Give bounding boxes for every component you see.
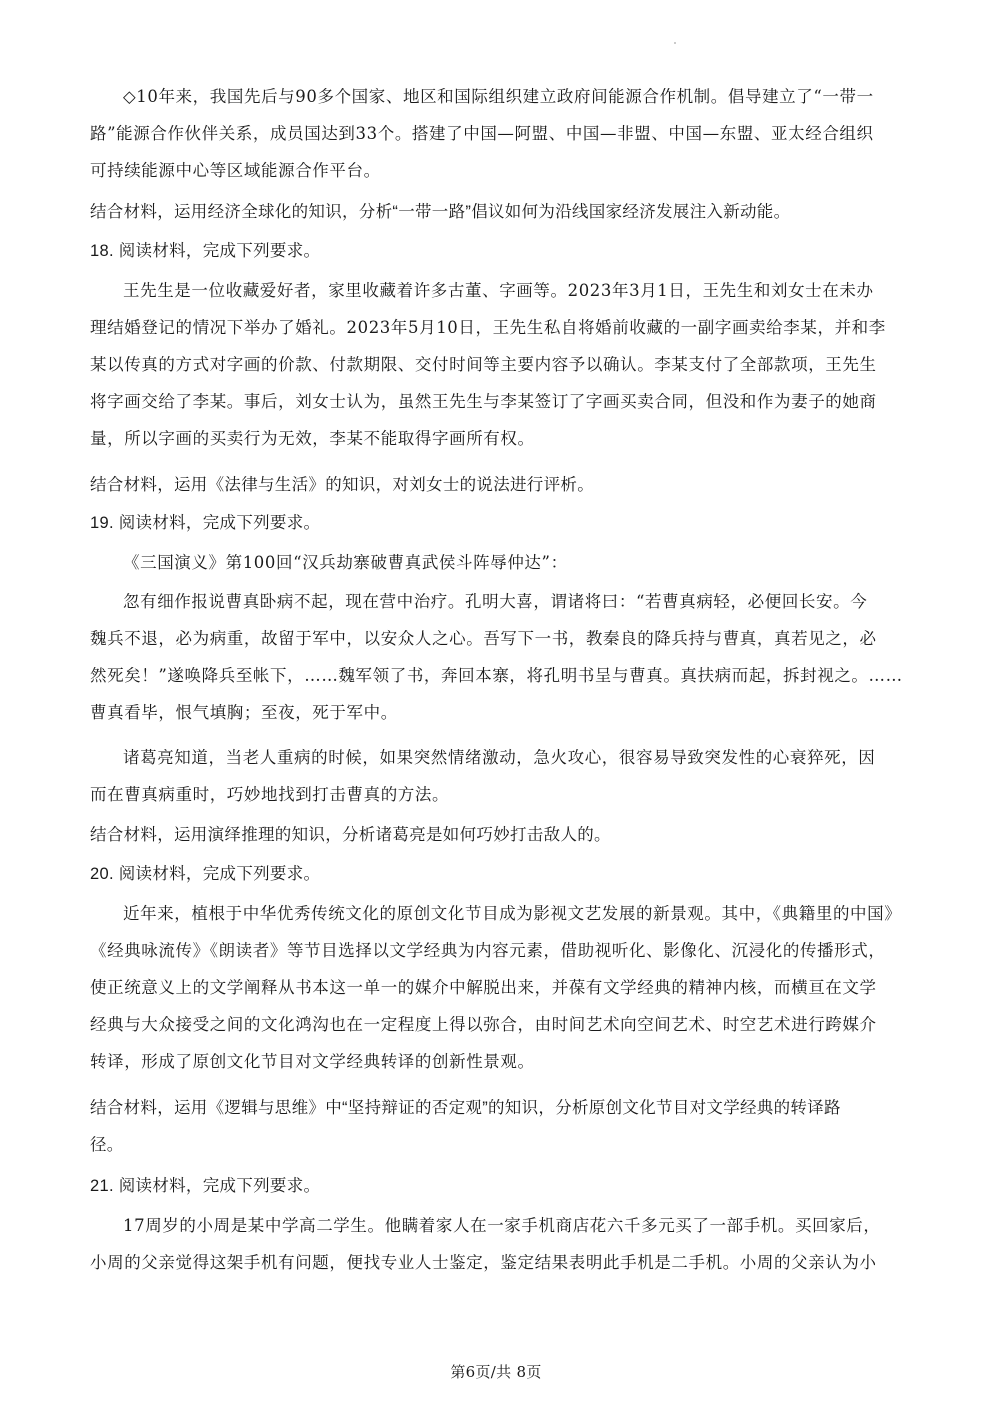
text-line: 某以传真的方式对字画的价款、付款期限、交付时间等主要内容予以确认。李某支付了全部款项，王先生	[90, 355, 877, 374]
text-line: 忽有细作报说曹真卧病不起，现在营中治疗。孔明大喜，谓诸将曰：“若曹真病轻，必便回长安。今	[123, 592, 868, 611]
text-line: 结合材料，运用《法律与生活》的知识，对刘女士的说法进行评析。	[90, 476, 594, 494]
material-paragraph	[90, 895, 906, 1080]
material-paragraph	[90, 1207, 906, 1281]
text-line: 理结婚登记的情况下举办了婚礼。2023年5月10日，王先生私自将婚前收藏的一副字画卖给李某，并和李	[90, 318, 886, 337]
text-line: 可持续能源中心等区域能源合作平台。	[90, 161, 381, 180]
text-line: 17周岁的小周是某中学高二学生。他瞒着家人在一家手机商店花六千多元买了一部手机。买回家后，	[123, 1216, 881, 1235]
text-line: 18. 阅读材料，完成下列要求。	[90, 242, 321, 260]
question-heading-21	[90, 1168, 906, 1205]
text-line: 径。	[90, 1136, 124, 1154]
text-line: 诸葛亮知道，当老人重病的时候，如果突然情绪激动，急火攻心，很容易导致突发性的心衰猝死，因	[123, 748, 876, 767]
question-prompt	[90, 1090, 906, 1164]
material-paragraph	[90, 78, 906, 189]
text-line: 魏兵不退，必为病重，故留于军中，以安众人之心。吾写下一书，教秦良的降兵持与曹真，真若见之，必	[90, 629, 877, 648]
text-line: 王先生是一位收藏爱好者，家里收藏着许多古董、字画等。2023年3月1日，王先生和刘女士在未办	[123, 281, 874, 300]
question-heading-19	[90, 505, 906, 542]
text-line: 转译，形成了原创文化节目对文学经典转译的创新性景观。	[90, 1052, 535, 1071]
text-line: 而在曹真病重时，巧妙地找到打击曹真的方法。	[90, 785, 450, 804]
text-line: 然死矣！”遂唤降兵至帐下，……魏军领了书，奔回本寨，将孔明书呈与曹真。真扶病而起，拆封视之。……	[90, 666, 903, 685]
text-line: 《三国演义》第100回“汉兵劫寨破曹真武侯斗阵辱仲达”：	[123, 553, 568, 572]
material-paragraph	[90, 739, 906, 813]
text-line: 结合材料，运用演绎推理的知识，分析诸葛亮是如何巧妙打击敌人的。	[90, 826, 611, 844]
text-line: 量，所以字画的买卖行为无效，李某不能取得字画所有权。	[90, 429, 535, 448]
text-line: 经典与大众接受之间的文化鸿沟也在一定程度上得以弥合，由时间艺术向空间艺术、时空艺术进行跨媒介	[90, 1015, 877, 1034]
text-line: 21. 阅读材料，完成下列要求。	[90, 1177, 321, 1195]
text-line: 小周的父亲觉得这架手机有问题，便找专业人士鉴定，鉴定结果表明此手机是二手机。小周的父亲认为小	[90, 1253, 877, 1272]
text-line: 结合材料，运用《逻辑与思维》中“坚持辩证的否定观”的知识，分析原创文化节目对文学经典的转译路	[90, 1099, 841, 1117]
question-prompt	[90, 467, 906, 504]
text-line: ◇10年来，我国先后与90多个国家、地区和国际组织建立政府间能源合作机制。倡导建立了“一带一	[123, 87, 874, 106]
text-line: 曹真看毕，恨气填胸；至夜，死于军中。	[90, 703, 398, 722]
question-prompt	[90, 194, 906, 231]
text-line: 将字画交给了李某。事后，刘女士认为，虽然王先生与李某签订了字画买卖合同，但没和作为妻子的她商	[90, 392, 877, 411]
question-prompt	[90, 817, 906, 854]
text-line: 路”能源合作伙伴关系，成员国达到33个。搭建了中国—阿盟、中国—非盟、中国—东盟、亚太经合组织	[90, 124, 874, 143]
text-line: 20. 阅读材料，完成下列要求。	[90, 865, 321, 883]
question-heading-18	[90, 233, 906, 270]
material-paragraph	[90, 583, 906, 731]
question-heading-20	[90, 856, 906, 893]
material-paragraph	[90, 272, 906, 457]
text-line: 近年来，植根于中华优秀传统文化的原创文化节目成为影视文艺发展的新景观。其中，《典籍里的中国》	[123, 904, 902, 923]
source-title	[90, 544, 906, 581]
text-line: 结合材料，运用经济全球化的知识，分析“一带一路”倡议如何为沿线国家经济发展注入新动能。	[90, 203, 791, 221]
text-line: 19. 阅读材料，完成下列要求。	[90, 514, 321, 532]
page-number-footer: 第6页/共 8页	[450, 1363, 542, 1381]
scan-speck	[674, 42, 676, 44]
text-line: 使正统意义上的文学阐释从书本这一单一的媒介中解脱出来，并葆有文学经典的精神内核，而横亘在文学	[90, 978, 877, 997]
text-line: 《经典咏流传》《朗读者》等节目选择以文学经典为内容元素，借助视听化、影像化、沉浸化的传播形式，	[90, 941, 886, 960]
